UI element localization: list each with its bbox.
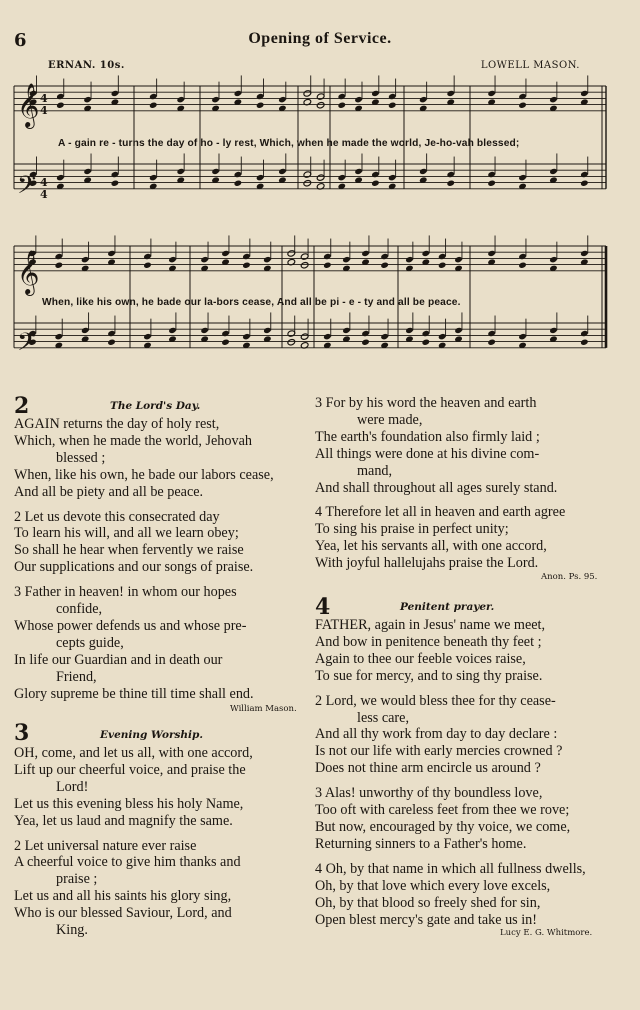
time-signature: 4 (40, 92, 48, 105)
verse-line: To sing his praise in perfect unity; (315, 521, 509, 538)
page-heading: Opening of Service. (248, 30, 392, 47)
tune-name: ERNAN. 10s. (48, 60, 125, 71)
verse-line: come, and let us all, with one accord, (38, 745, 253, 761)
hymn-number: 4 (315, 594, 331, 620)
composer-credit: LOWELL MASON. (480, 60, 580, 71)
verse-line: Does not thine arm encircle us around ? (315, 760, 541, 777)
verse-line: 4 Therefore let all in heaven and earth agree (315, 504, 566, 521)
verse-line: Again to thee our feeble voices raise, (315, 650, 526, 667)
hymn-number: 3 (14, 720, 30, 746)
verse-line: 4 Oh, by that name in which all fullness dwells, (315, 860, 586, 877)
verse-line: So shall he hear when fervently we raise (14, 542, 244, 559)
treble-clef-icon: 𝄞 (17, 83, 40, 127)
verse-line: The earth's foundation also firmly laid ; (315, 428, 540, 445)
verse-line: praise ; (56, 871, 98, 888)
author-credit: Anon. Ps. 95. (541, 572, 598, 582)
verse-line: And all be piety and all be peace. (14, 483, 204, 500)
verse-line: Is not our life with early mercies crowned ? (315, 743, 563, 760)
verse-line: mand, (357, 462, 393, 479)
verse-line: To learn his will, and all we learn obey; (14, 525, 239, 542)
bass-clef-icon: 𝄢 (17, 171, 37, 206)
staff-lines (14, 86, 606, 348)
verse-line: When, like his own, he bade our labors cease, (14, 466, 274, 483)
verse-line: 2 Let us devote this consecrated day (14, 508, 220, 525)
verse-line: A cheerful voice to give him thanks and (14, 854, 241, 871)
verse-line: And bow in penitence beneath thy feet ; (315, 633, 542, 650)
verse-line: 3 For by his word the heaven and earth (315, 395, 537, 411)
verse-line: Open blest mercy's gate and take us in! (315, 911, 537, 928)
hymn-2-continued (315, 395, 611, 572)
verse-line: With joyful hallelujahs praise the Lord. (315, 555, 539, 572)
hymn-title: The Lord's Day. (110, 400, 201, 412)
hymn-title: Penitent prayer. (400, 601, 495, 613)
verse-line: Yea, let us laud and magnify the same. (14, 812, 233, 829)
author-credit: William Mason. (230, 704, 297, 714)
verse-line: Let us this evening bless his holy Name, (14, 795, 244, 812)
verse-line: And all thy work from day to day declare : (315, 726, 558, 743)
treble-clef-icon: 𝄞 (17, 250, 40, 294)
verse-line: returns the day of holy rest, (59, 416, 220, 432)
verse-line: Let us and all his saints his glory sing, (14, 888, 232, 905)
page-number: 6 (14, 30, 27, 51)
verse-line: Oh, by that blood so freely shed for sin, (315, 894, 541, 911)
verse-line: Friend, (56, 668, 97, 685)
hymn-2-text (14, 416, 308, 703)
verse-line: Lord! (56, 778, 89, 795)
verse-line: were made, (357, 411, 423, 428)
verse-line: again in Jesus' name we meet, (371, 617, 546, 633)
verse-line: 2 Let universal nature ever raise (14, 837, 197, 854)
hymn-3-text (14, 745, 308, 939)
verse-line: But now, encouraged by thy voice, we come, (315, 818, 571, 835)
time-signature: 4 (40, 104, 48, 117)
lyric-line: A - gain re - turns the day of ho - ly rest, Which, when he made the world, Je-ho-vah blessed; (58, 138, 520, 149)
verse-line: less care, (357, 709, 409, 726)
hymn-4-text (315, 617, 611, 928)
verse-line: Which, when he made the world, Jehovah (14, 432, 252, 449)
verse-initial: AGAIN (14, 416, 60, 432)
verse-line: Oh, by that love which every love excels, (315, 877, 551, 894)
verse-line: In life our Guardian and in death our (14, 651, 223, 668)
bass-clef-icon: 𝄢 (17, 328, 37, 363)
verse-line: All things were done at his divine com- (315, 445, 540, 462)
time-signature: 4 (40, 176, 48, 189)
verse-line: Whose power defends us and whose pre- (14, 617, 247, 634)
verse-line: Glory supreme be thine till time shall end. (14, 685, 254, 702)
verse-line: blessed ; (56, 449, 106, 466)
author-credit: Lucy E. G. Whitmore. (500, 928, 593, 938)
hymn-number: 2 (14, 393, 30, 419)
verse-line: King. (56, 922, 88, 939)
verse-line: To sue for mercy, and to sing thy praise. (315, 667, 543, 684)
verse-line: cepts guide, (56, 634, 124, 651)
verse-line: 2 Lord, we would bless thee for thy cease- (315, 692, 556, 709)
music-score (0, 0, 640, 380)
verse-line: Returning sinners to a Father's home. (315, 835, 527, 852)
verse-line: And shall throughout all ages surely stand. (315, 479, 558, 496)
verse-initial: FATHER, (315, 617, 372, 633)
verse-line: Too oft with careless feet from thee we rove; (315, 802, 570, 819)
verse-line: 3 Father in heaven! in whom our hopes (14, 584, 237, 601)
lyric-line: When, like his own, he bade our la-bors cease, And all be pi - e - ty and all be peace. (42, 297, 461, 308)
verse-line: Yea, let his servants all, with one accord, (315, 538, 547, 555)
hymn-title: Evening Worship. (100, 729, 204, 741)
clef-symbols (17, 83, 48, 363)
verse-line: confide, (56, 601, 103, 618)
time-signature: 4 (40, 188, 48, 201)
verse-line: Lift up our cheerful voice, and praise the (14, 761, 246, 778)
verse-line: 3 Alas! unworthy of thy boundless love, (315, 785, 543, 802)
verse-line: Who is our blessed Saviour, Lord, and (14, 905, 232, 922)
verse-initial: OH, (14, 745, 39, 761)
verse-line: Our supplications and our songs of praise. (14, 559, 254, 576)
